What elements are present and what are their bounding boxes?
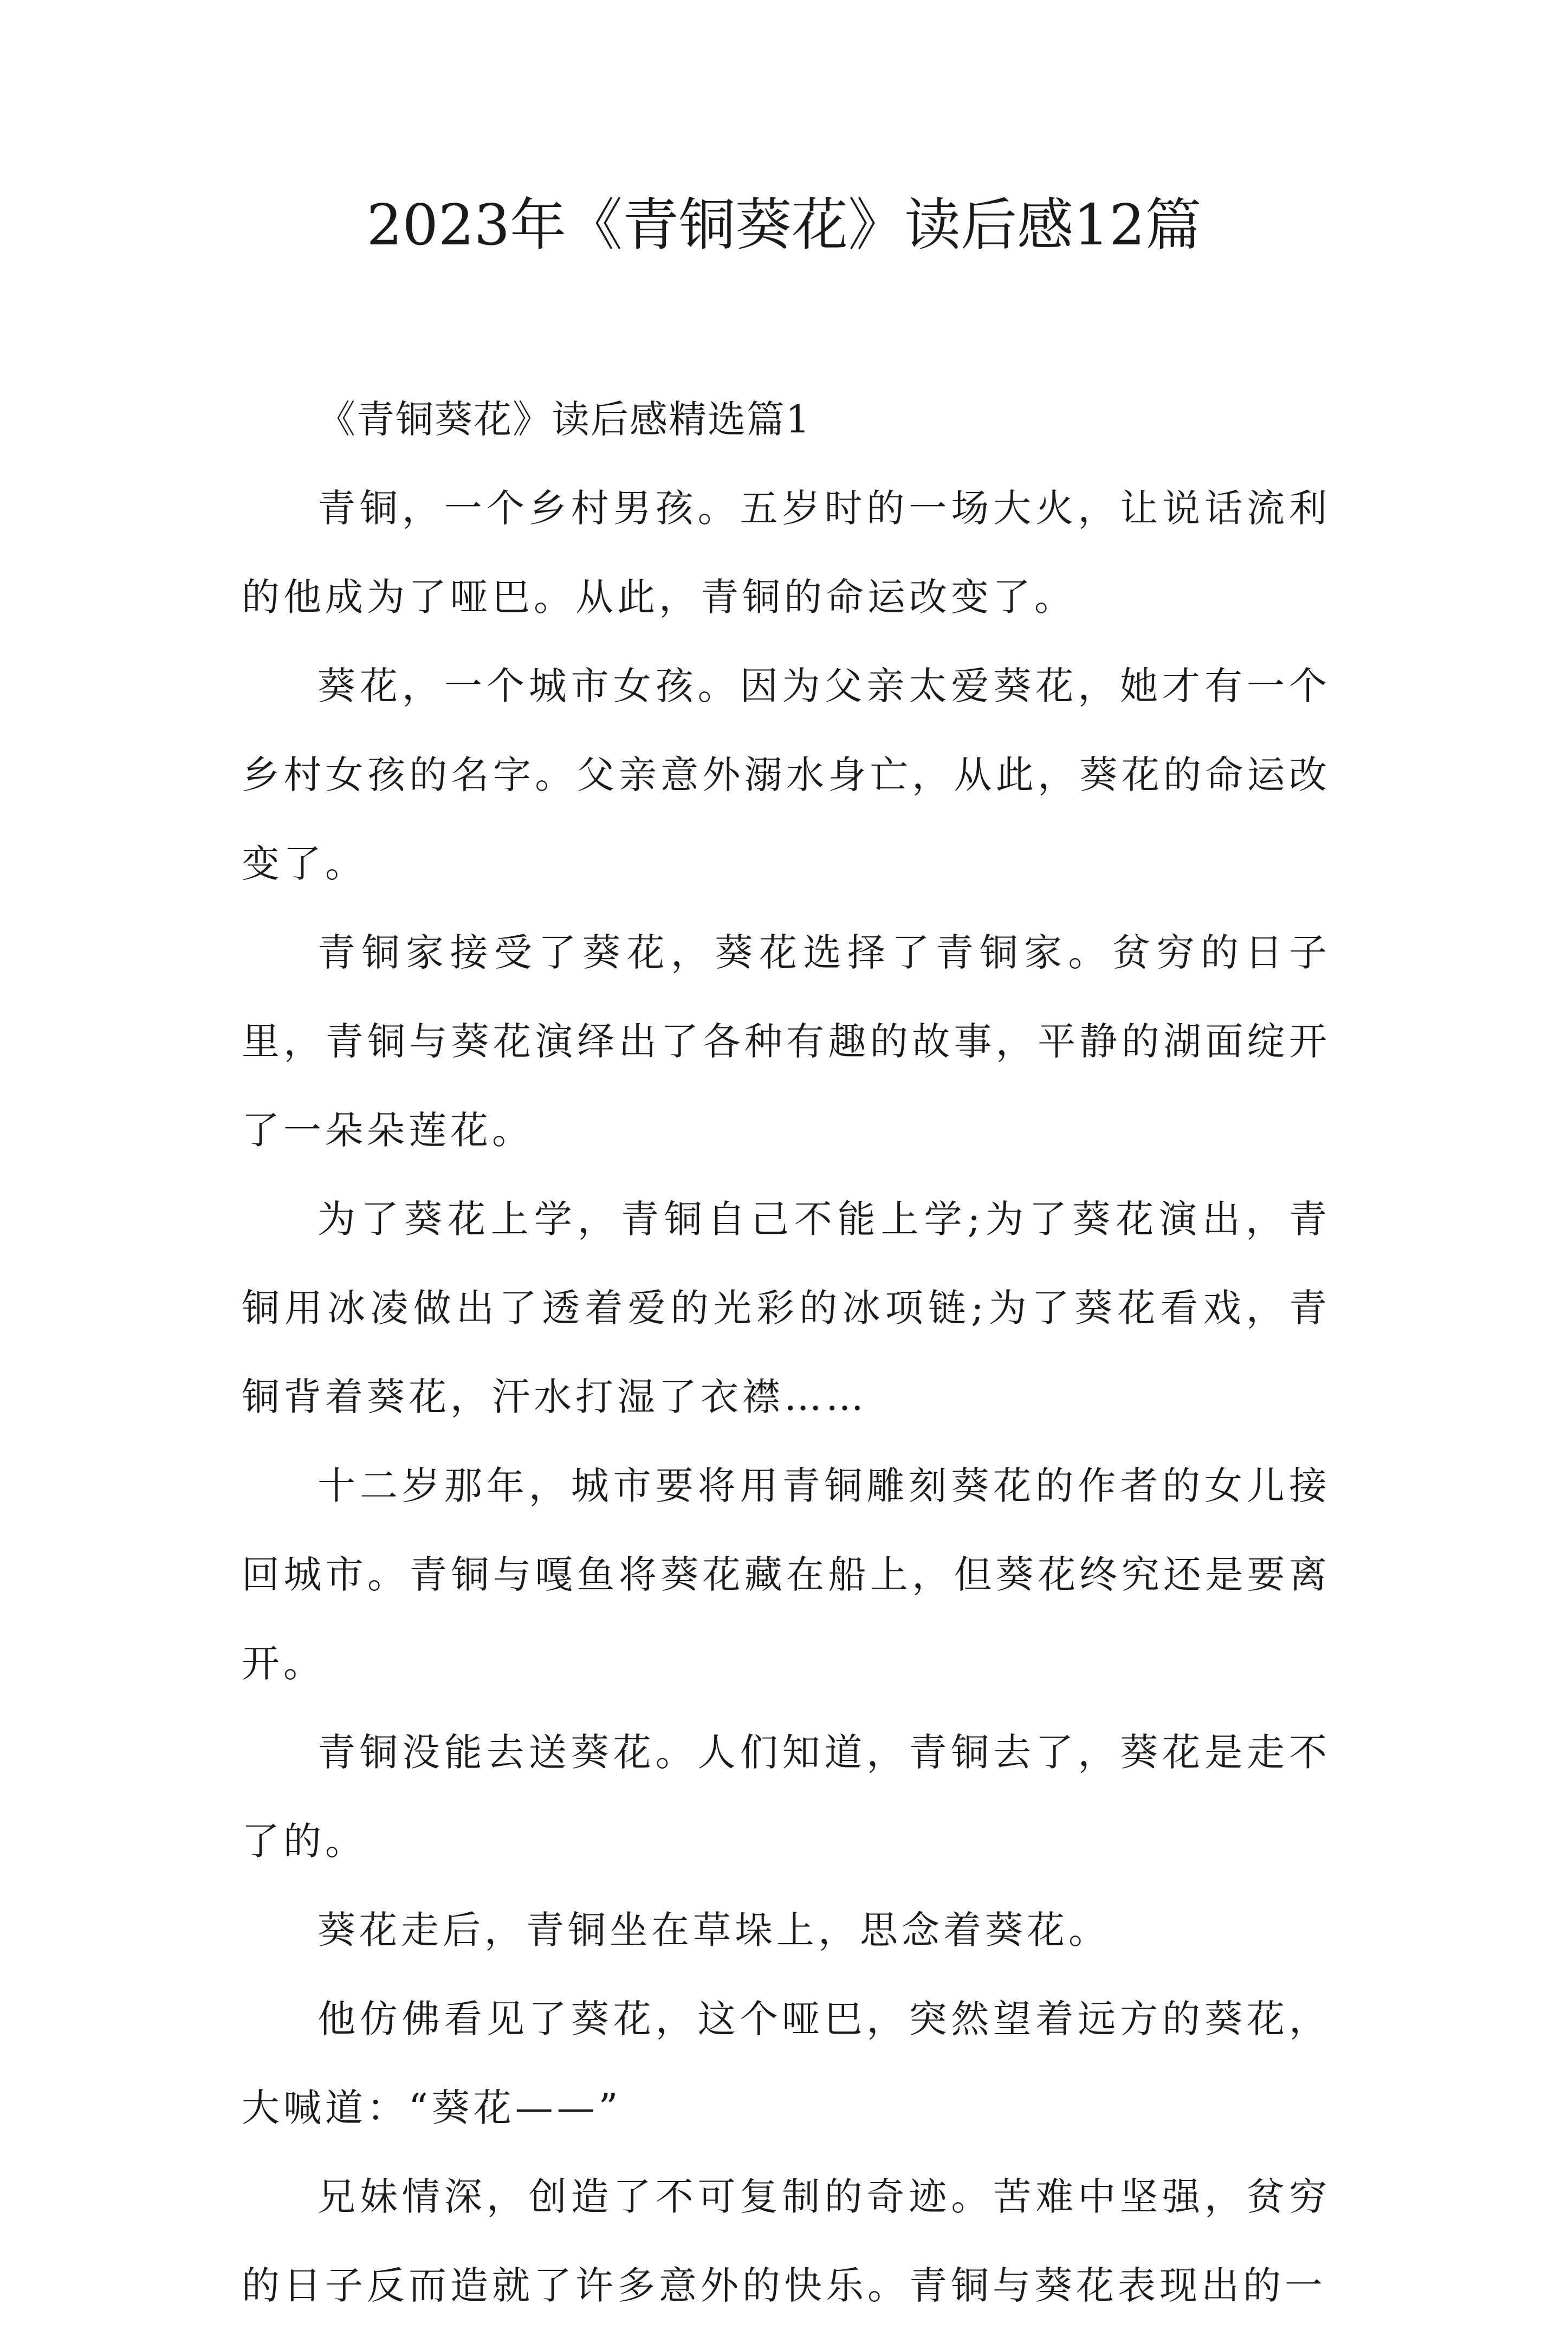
paragraph: 葵花走后，青铜坐在草垛上，思念着葵花。 xyxy=(318,1908,1110,1952)
paragraph: 青铜没能去送葵花。人们知道，青铜去了，葵花是走不了的。 xyxy=(242,1730,1331,1863)
paragraph: 青铜家接受了葵花，葵花选择了青铜家。贫穷的日子里，青铜与葵花演绎出了各种有趣的故事，平静的湖面绽开了一朵朵莲花。 xyxy=(242,930,1331,1153)
paragraph: 十二岁那年，城市要将用青铜雕刻葵花的作者的女儿接回城市。青铜与嘎鱼将葵花藏在船上，但葵花终究还是要离开。 xyxy=(242,1464,1331,1686)
paragraph: 葵花，一个城市女孩。因为父亲太爱葵花，她才有一个乡村女孩的名字。父亲意外溺水身亡，从此，葵花的命运改变了。 xyxy=(242,664,1331,886)
paragraph: 青铜，一个乡村男孩。五岁时的一场大火，让说话流利的他成为了哑巴。从此，青铜的命运改变了。 xyxy=(242,486,1331,619)
section-heading: 《青铜葵花》读后感精选篇1 xyxy=(318,397,811,442)
paragraph: 兄妹情深，创造了不可复制的奇迹。苦难中坚强，贫穷的日子反而造就了许多意外的快乐。青铜与葵花表现出的一 xyxy=(242,2174,1331,2308)
document-body xyxy=(242,375,1331,2330)
document-title: 2023年《青铜葵花》读后感12篇 xyxy=(366,192,1202,258)
paragraph: 为了葵花上学，青铜自己不能上学;为了葵花演出，青铜用冰凌做出了透着爱的光彩的冰项链;为了葵花看戏，青铜背着葵花，汗水打湿了衣襟…… xyxy=(242,1197,1331,1419)
paragraph: 他仿佛看见了葵花，这个哑巴，突然望着远方的葵花，大喊道：“葵花——” xyxy=(242,1997,1331,2130)
